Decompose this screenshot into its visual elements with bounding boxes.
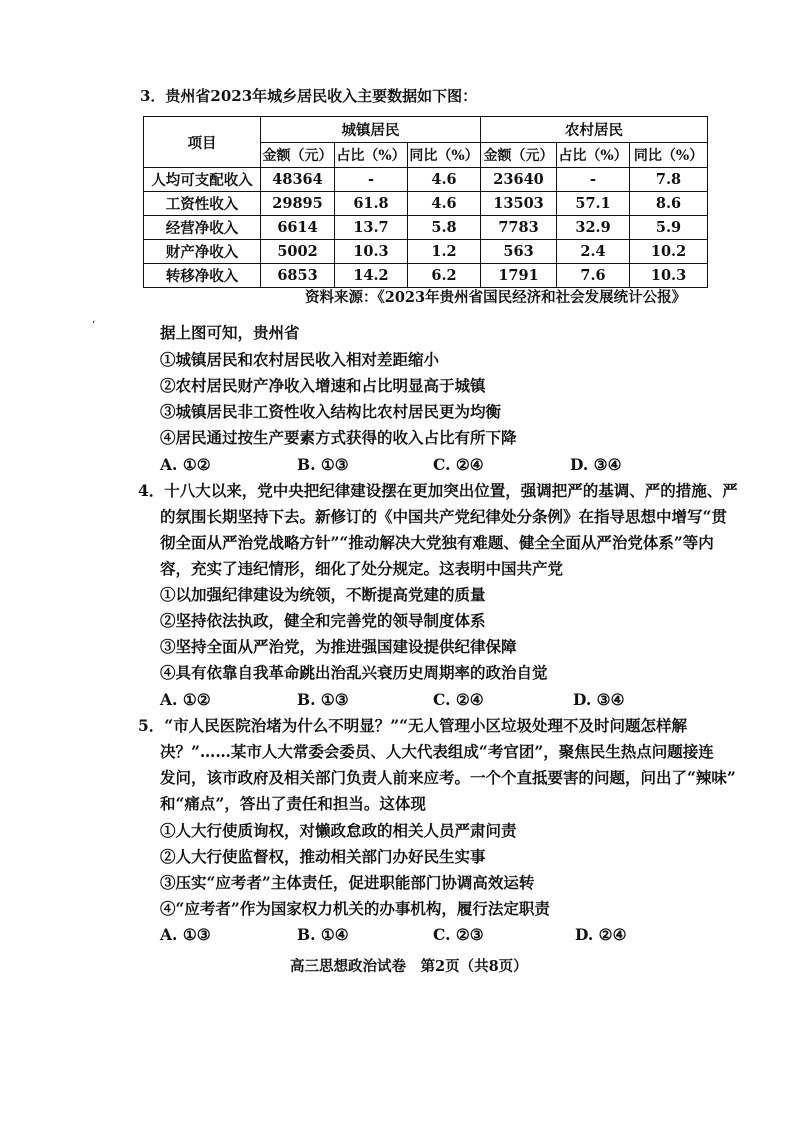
q3-option-d[interactable]: D. ③④ bbox=[570, 455, 622, 474]
table-cell: 4.6 bbox=[408, 192, 481, 216]
table-row bbox=[144, 240, 708, 264]
table-cell: 6853 bbox=[261, 264, 335, 288]
table-cell: 10.3 bbox=[630, 264, 708, 288]
table-cell: 1791 bbox=[481, 264, 557, 288]
table-cell: 5.9 bbox=[630, 216, 708, 240]
q5-statement-3: ③压实“应考者”主体责任，促进职能部门协调高效运转 bbox=[160, 873, 535, 892]
table-cell: 1.2 bbox=[408, 240, 481, 264]
q4-stem-line-1: 4．十八大以来，党中央把纪律建设摆在更加突出位置，强调把严的基调、严的措施、严 bbox=[138, 481, 738, 500]
table-cell: 14.2 bbox=[335, 264, 408, 288]
q4-option-a[interactable]: A. ①② bbox=[160, 690, 211, 709]
row-label: 经营净收入 bbox=[144, 216, 261, 240]
q3-lead: 据上图可知，贵州省 bbox=[160, 323, 300, 342]
table-cell: 5002 bbox=[261, 240, 335, 264]
q4-option-d[interactable]: D. ③④ bbox=[573, 690, 625, 709]
q3-statement-2: ②农村居民财产净收入增速和占比明显高于城镇 bbox=[160, 376, 486, 395]
sub-header: 占比（%） bbox=[335, 143, 408, 168]
q5-statement-4: ④“应考者”作为国家权力机关的办事机构，履行法定职责 bbox=[160, 899, 550, 918]
q4-statement-1: ①以加强纪律建设为统领，不断提高党建的质量 bbox=[160, 585, 486, 604]
table-cell: 13503 bbox=[481, 192, 557, 216]
table-row bbox=[144, 168, 708, 192]
page-footer: 高三思想政治试卷 第2页（共8页） bbox=[290, 958, 528, 975]
table-cell: 7.8 bbox=[630, 168, 708, 192]
table-cell: 7783 bbox=[481, 216, 557, 240]
q3-option-b[interactable]: B. ①③ bbox=[297, 455, 349, 474]
table-cell: - bbox=[335, 168, 408, 192]
q4-stem-line-3: 彻全面从严治党战略方针”“推动解决大党独有难题、健全全面从严治党体系”等内 bbox=[160, 533, 714, 552]
q5-option-c[interactable]: C. ②③ bbox=[433, 925, 484, 944]
q4-statement-3: ③坚持全面从严治党，为推进强国建设提供纪律保障 bbox=[160, 637, 517, 656]
q4-statement-2: ②坚持依法执政，健全和完善党的领导制度体系 bbox=[160, 611, 486, 630]
row-label: 转移净收入 bbox=[144, 264, 261, 288]
q4-stem-line-2: 的氛围长期坚持下去。新修订的《中国共产党纪律处分条例》在指导思想中增写“贯 bbox=[160, 507, 727, 526]
income-table bbox=[143, 116, 708, 288]
q5-option-d[interactable]: D. ②④ bbox=[575, 925, 627, 944]
sub-header: 同比（%） bbox=[630, 143, 708, 168]
table-row bbox=[144, 264, 708, 288]
group-header-urban: 城镇居民 bbox=[261, 117, 481, 143]
q5-stem-line-2: 决？”……某市人大常委会委员、人大代表组成“考官团”，聚焦民生热点问题接连 bbox=[160, 742, 714, 761]
table-cell: 23640 bbox=[481, 168, 557, 192]
table-cell: 13.7 bbox=[335, 216, 408, 240]
q3-stem: 3．贵州省2023年城乡居民收入主要数据如下图： bbox=[140, 87, 478, 105]
table-item-header: 项目 bbox=[144, 117, 261, 168]
table-cell: 61.8 bbox=[335, 192, 408, 216]
sub-header: 同比（%） bbox=[408, 143, 481, 168]
q4-statement-4: ④具有依靠自我革命跳出治乱兴衰历史周期率的政治自觉 bbox=[160, 663, 548, 682]
q5-stem-line-1: 5．“市人民医院治堵为什么不明显？”“无人管理小区垃圾处理不及时问题怎样解 bbox=[138, 716, 688, 735]
q5-stem-line-4: 和“痛点”，答出了责任和担当。这体现 bbox=[160, 794, 426, 813]
table-cell: 48364 bbox=[261, 168, 335, 192]
table-cell: 10.2 bbox=[630, 240, 708, 264]
sub-header: 金额（元） bbox=[481, 143, 557, 168]
q5-option-b[interactable]: B. ①④ bbox=[297, 925, 349, 944]
row-label: 工资性收入 bbox=[144, 192, 261, 216]
q5-statement-2: ②人大行使监督权，推动相关部门办好民生实事 bbox=[160, 847, 486, 866]
q4-option-b[interactable]: B. ①③ bbox=[297, 690, 349, 709]
q4-stem-line-4: 容，充实了违纪情形，细化了处分规定。这表明中国共产党 bbox=[160, 559, 564, 578]
row-label: 财产净收入 bbox=[144, 240, 261, 264]
table-cell: 32.9 bbox=[557, 216, 630, 240]
q5-statement-1: ①人大行使质询权，对懒政怠政的相关人员严肃问责 bbox=[160, 821, 517, 840]
scan-mark: ‘ bbox=[92, 320, 96, 331]
table-cell: 8.6 bbox=[630, 192, 708, 216]
sub-header: 占比（%） bbox=[557, 143, 630, 168]
row-label: 人均可支配收入 bbox=[144, 168, 261, 192]
q3-statement-1: ①城镇居民和农村居民收入相对差距缩小 bbox=[160, 350, 440, 369]
q5-stem-line-3: 发问，该市政府及相关部门负责人前来应考。一个个直抵要害的问题，问出了“辣味” bbox=[160, 768, 736, 787]
table-cell: 563 bbox=[481, 240, 557, 264]
q3-option-a[interactable]: A. ①② bbox=[160, 455, 211, 474]
group-header-rural: 农村居民 bbox=[481, 117, 708, 143]
q4-option-c[interactable]: C. ②④ bbox=[433, 690, 484, 709]
table-cell: 7.6 bbox=[557, 264, 630, 288]
table-cell: 57.1 bbox=[557, 192, 630, 216]
q3-statement-4: ④居民通过按生产要素方式获得的收入占比有所下降 bbox=[160, 428, 517, 447]
table-row bbox=[144, 192, 708, 216]
table-source: 资料来源：《2023年贵州省国民经济和社会发展统计公报》 bbox=[305, 289, 687, 306]
q3-statement-3: ③城镇居民非工资性收入结构比农村居民更为均衡 bbox=[160, 402, 502, 421]
sub-header: 金额（元） bbox=[261, 143, 335, 168]
table-row bbox=[144, 216, 708, 240]
table-cell: 4.6 bbox=[408, 168, 481, 192]
q3-option-c[interactable]: C. ②④ bbox=[433, 455, 484, 474]
table-cell: 6.2 bbox=[408, 264, 481, 288]
table-cell: 29895 bbox=[261, 192, 335, 216]
q5-option-a[interactable]: A. ①③ bbox=[160, 925, 211, 944]
table-cell: 5.8 bbox=[408, 216, 481, 240]
table-cell: 6614 bbox=[261, 216, 335, 240]
table-cell: - bbox=[557, 168, 630, 192]
table-cell: 10.3 bbox=[335, 240, 408, 264]
table-cell: 2.4 bbox=[557, 240, 630, 264]
